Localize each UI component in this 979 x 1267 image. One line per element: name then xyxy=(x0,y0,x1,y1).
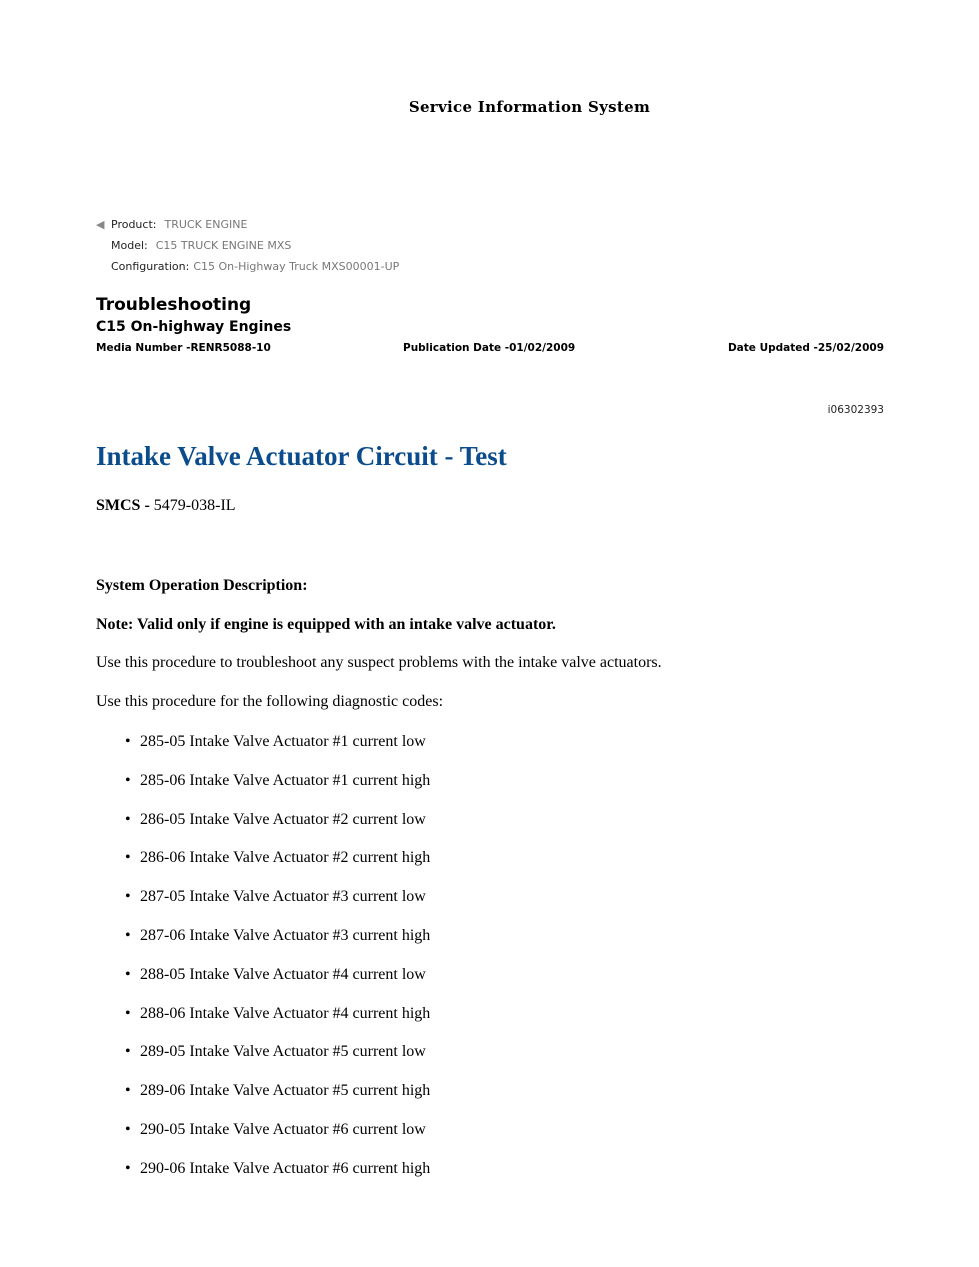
paragraph-intro: Use this procedure to troubleshoot any suspect problems with the intake valve actuators. xyxy=(96,654,662,671)
section-heading: System Operation Description: xyxy=(96,577,308,594)
bullet: • xyxy=(125,965,131,983)
smcs-label: SMCS - xyxy=(96,497,150,514)
document-id: i06302393 xyxy=(827,404,884,416)
system-title: Service Information System xyxy=(408,98,651,116)
bullet: • xyxy=(125,810,131,828)
bullet: • xyxy=(125,926,131,944)
list-item xyxy=(125,1042,430,1081)
diagnostic-code: 286-05 Intake Valve Actuator #2 current low xyxy=(140,810,426,828)
list-item xyxy=(125,810,430,849)
diagnostic-code: 290-06 Intake Valve Actuator #6 current high xyxy=(140,1159,431,1177)
list-item xyxy=(125,848,430,887)
model-value: C15 TRUCK ENGINE MXS xyxy=(155,239,292,252)
bullet: • xyxy=(125,1043,131,1061)
model-label: Model: xyxy=(111,239,148,252)
diagnostic-code: 285-06 Intake Valve Actuator #1 current high xyxy=(140,771,431,789)
product-meta xyxy=(96,214,399,277)
list-item xyxy=(125,887,430,926)
list-item xyxy=(125,1159,430,1198)
diagnostic-code: 287-05 Intake Valve Actuator #3 current low xyxy=(140,888,426,906)
diagnostic-code: 286-06 Intake Valve Actuator #2 current high xyxy=(140,849,431,867)
bullet: • xyxy=(125,849,131,867)
diagnostic-code: 288-06 Intake Valve Actuator #4 current high xyxy=(140,1004,431,1022)
bullet: • xyxy=(125,733,131,750)
smcs-line xyxy=(96,497,236,515)
diagnostic-code: 285-05 Intake Valve Actuator #1 current low xyxy=(140,733,426,750)
configuration-row xyxy=(96,256,399,277)
date-updated: Date Updated -25/02/2009 xyxy=(727,342,884,354)
bullet: • xyxy=(125,771,131,789)
configuration-label: Configuration: xyxy=(111,260,190,273)
list-item xyxy=(125,732,430,771)
list-item xyxy=(125,771,430,810)
diagnostic-code-list xyxy=(125,732,430,1198)
bullet: • xyxy=(125,888,131,906)
bullet: • xyxy=(125,1004,131,1022)
list-item xyxy=(125,965,430,1004)
publication-date: Publication Date -01/02/2009 xyxy=(403,342,576,354)
list-item xyxy=(125,1120,430,1159)
model-row xyxy=(96,235,399,256)
bullet: • xyxy=(125,1159,131,1177)
list-item xyxy=(125,1004,430,1043)
note-text: Note: Valid only if engine is equipped with an intake valve actuator. xyxy=(96,616,556,633)
document-subtitle: C15 On-highway Engines xyxy=(96,319,292,335)
diagnostic-code: 290-05 Intake Valve Actuator #6 current low xyxy=(140,1120,426,1138)
product-value: TRUCK ENGINE xyxy=(164,218,248,231)
list-item xyxy=(125,926,430,965)
smcs-value: 5479-038-IL xyxy=(153,497,236,514)
bullet: • xyxy=(125,1082,131,1100)
article-title: Intake Valve Actuator Circuit - Test xyxy=(96,441,507,471)
media-number: Media Number -RENR5088-10 xyxy=(96,342,271,354)
diagnostic-code: 287-06 Intake Valve Actuator #3 current high xyxy=(140,926,431,944)
diagnostic-code: 288-05 Intake Valve Actuator #4 current low xyxy=(140,965,426,983)
diagnostic-code: 289-06 Intake Valve Actuator #5 current high xyxy=(140,1082,431,1100)
list-item xyxy=(125,1081,430,1120)
chevron-left-icon[interactable]: ◀ xyxy=(96,218,105,231)
configuration-value: C15 On-Highway Truck MXS00001-UP xyxy=(193,260,400,273)
paragraph-codes-intro: Use this procedure for the following diagnostic codes: xyxy=(96,693,444,710)
document-title: Troubleshooting xyxy=(96,295,252,315)
diagnostic-code: 289-05 Intake Valve Actuator #5 current low xyxy=(140,1043,426,1061)
bullet: • xyxy=(125,1120,131,1138)
product-row xyxy=(96,214,399,235)
system-header xyxy=(0,98,979,116)
product-label: Product: xyxy=(111,218,157,231)
